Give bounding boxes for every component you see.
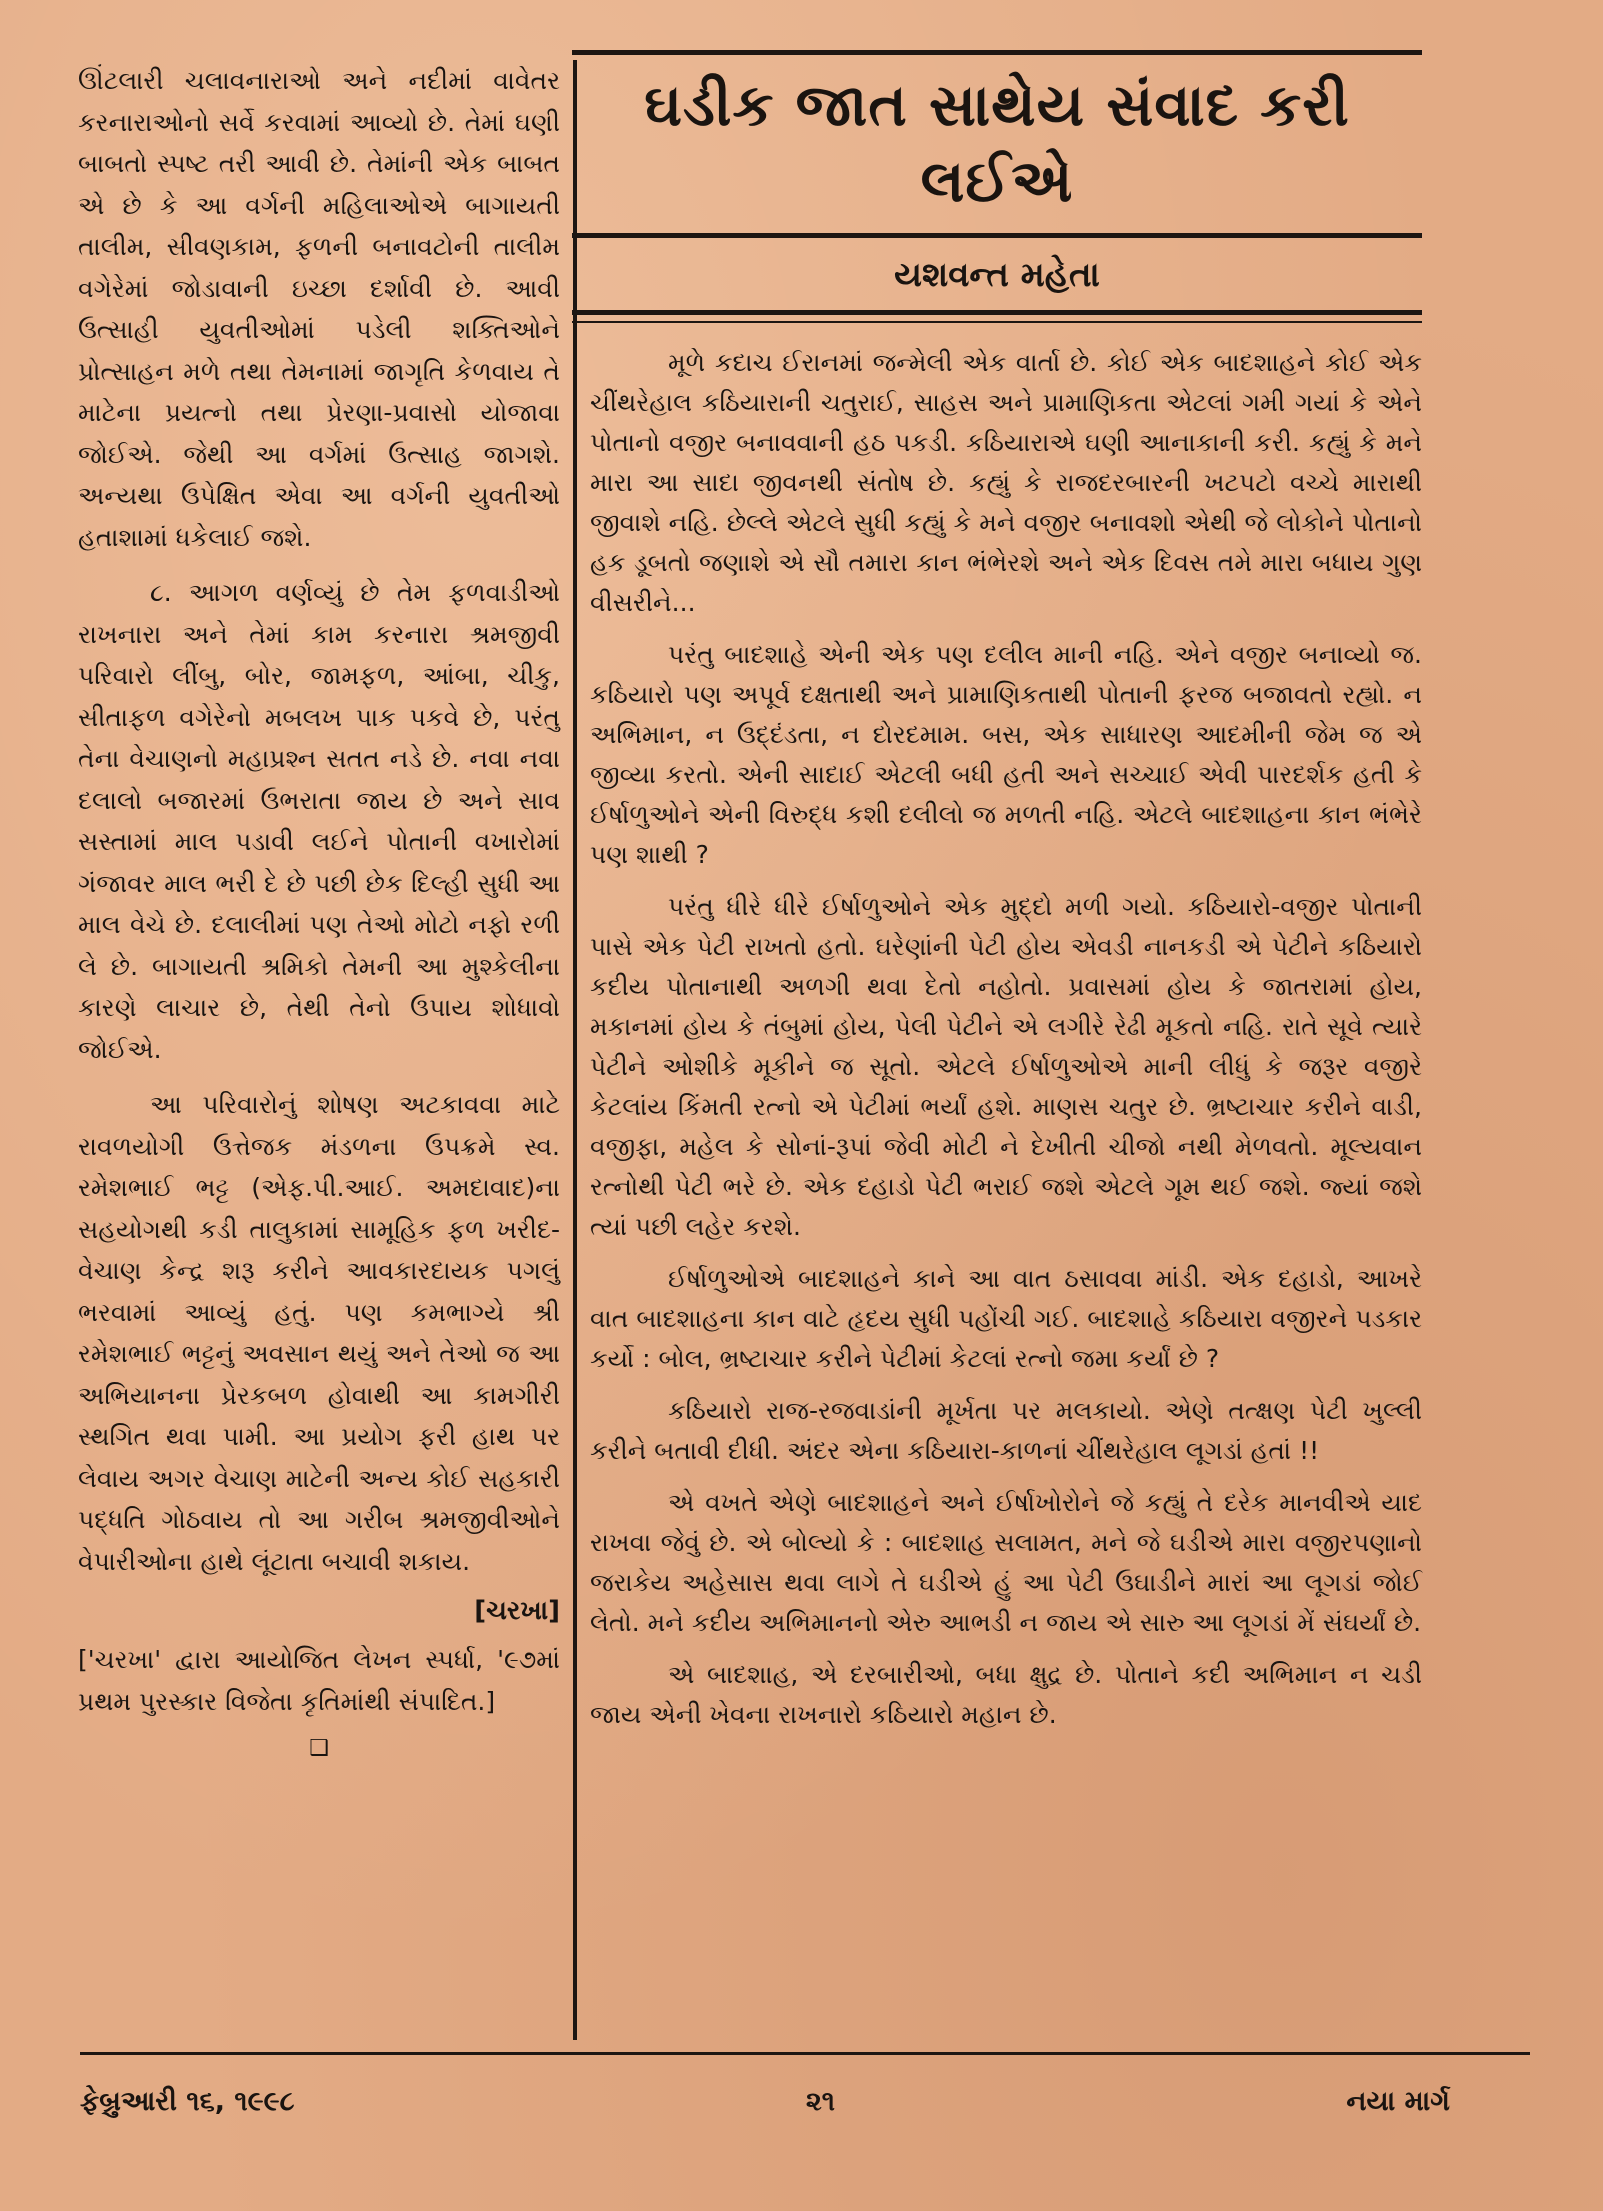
source-footnote: ['ચરખા' દ્વારા આયોજિત લેખન સ્પર્ધા, '૯૭માં પ્રથમ પુરસ્કાર વિજેતા કૃતિમાંથી સંપાદિત.] <box>78 1645 560 1716</box>
title-block <box>572 50 1422 238</box>
article-paragraph-5: કઠિયારો રાજ-રજવાડાંની મૂર્ખતા પર મલકાયો. એણે તત્ક્ષણ પેટી ખુલ્લી કરીને બતાવી દીધી. અંદર એના કઠિયારા-કાળનાં ચીંથરેહાલ લૂગડાં હતાં !! <box>590 1396 1422 1465</box>
article-paragraph-2: પરંતુ બાદશાહે એની એક પણ દલીલ માની નહિ. એને વજીર બનાવ્યો જ. કઠિયારો પણ અપૂર્વ દક્ષતાથી અને પ્રામાણિકતાથી પોતાની ફરજ બજાવતો રહ્યો. ન અભિમાન, ન ઉદ્દંડતા, ન દોરદમામ. બસ, એક સાધારણ આદમીની જેમ જ એ જીવ્યા કરતો. એની સાદાઈ એટલી બધી હતી અને સચ્ચાઈ એવી પારદર્શક હતી કે ઈર્ષાળુઓને એની વિરુદ્ધ કશી દલીલો જ મળતી નહિ. એટલે બાદશાહના કાન ભંભેરે પણ શાથી ? <box>590 640 1422 869</box>
source-signature: [ચરખા] <box>474 1596 560 1626</box>
footer-date: ફેબ્રુઆરી ૧૬, ૧૯૯૮ <box>80 2086 295 2117</box>
page-number: ૨૧ <box>805 2086 835 2117</box>
footer-rule <box>80 2052 1530 2055</box>
end-mark-icon: ❑ <box>309 1736 329 1761</box>
left-paragraph-1: ઊંટલારી ચલાવનારાઓ અને નદીમાં વાવેતર કરનારાઓનો સર્વે કરવામાં આવ્યો છે. તેમાં ઘણી બાબતો સ્પષ્ટ તરી આવી છે. તેમાંની એક બાબત એ છે કે આ વર્ગની મહિલાઓએ બાગાયતી તાલીમ, સીવણકામ, ફળની બનાવટોની તાલીમ વગેરેમાં જોડાવાની ઇચ્છા દર્શાવી છે. આવી ઉત્સાહી યુવતીઓમાં પડેલી શક્તિઓને પ્રોત્સાહન મળે તથા તેમનામાં જાગૃતિ કેળવાય તે માટેના પ્રયત્નો તથા પ્રેરણા-પ્રવાસો યોજાવા જોઈએ. જેથી આ વર્ગમાં ઉત્સાહ જાગશે. અન્યથા ઉપેક્ષિત એવા આ વર્ગની યુવતીઓ હતાશામાં ધકેલાઈ જશે. <box>78 66 560 552</box>
publication-name: નયા માર્ગ <box>1346 2086 1450 2117</box>
left-paragraph-2: ૮. આગળ વર્ણવ્યું છે તેમ ફળવાડીઓ રાખનારા અને તેમાં કામ કરનારા શ્રમજીવી પરિવારો લીંબુ, બોર, જામફળ, આંબા, ચીકુ, સીતાફળ વગેરેનો મબલખ પાક પકવે છે, પરંતુ તેના વેચાણનો મહાપ્રશ્ન સતત નડે છે. નવા નવા દલાલો બજારમાં ઉભરાતા જાય છે અને સાવ સસ્તામાં માલ પડાવી લઈને પોતાની વખારોમાં ગંજાવર માલ ભરી દે છે પછી છેક દિલ્હી સુધી આ માલ વેચે છે. દલાલીમાં પણ તેઓ મોટો નફો રળી લે છે. બાગાયતી શ્રમિકો તેમની આ મુશ્કેલીના કારણે લાચાર છે, તેથી તેનો ઉપાય શોધાવો જોઈએ. <box>78 578 560 1064</box>
left-column <box>78 60 560 1761</box>
byline-rule-thin <box>572 321 1422 323</box>
article-paragraph-1: મૂળે કદાચ ઈરાનમાં જન્મેલી એક વાર્તા છે. કોઈ એક બાદશાહને કોઈ એક ચીંથરેહાલ કઠિયારાની ચતુરાઈ, સાહસ અને પ્રામાણિકતા એટલાં ગમી ગયાં કે એને પોતાનો વજીર બનાવવાની હઠ પકડી. કઠિયારાએ ઘણી આનાકાની કરી. કહ્યું કે મને મારા આ સાદા જીવનથી સંતોષ છે. કહ્યું કે રાજદરબારની ખટપટો વચ્ચે મારાથી જીવાશે નહિ. છેલ્લે એટલે સુધી કહ્યું કે મને વજીર બનાવશો એથી જે લોકોને પોતાનો હક ડૂબતો જણાશે એ સૌ તમારા કાન ભંભેરશે અને એક દિવસ તમે મારા બધાય ગુણ વીસરીને... <box>590 348 1422 617</box>
article-column <box>572 50 1422 1747</box>
article-paragraph-4: ઈર્ષાળુઓએ બાદશાહને કાને આ વાત ઠસાવવા માંડી. એક દહાડો, આખરે વાત બાદશાહના કાન વાટે હૃદય સુધી પહોંચી ગઈ. બાદશાહે કઠિયારા વજીરને પડકાર કર્યો : બોલ, ભ્રષ્ટાચાર કરીને પેટીમાં કેટલાં રત્નો જમા કર્યાં છે ? <box>590 1264 1422 1373</box>
page-footer <box>80 2086 1450 2118</box>
article-paragraph-6: એ વખતે એણે બાદશાહને અને ઈર્ષાખોરોને જે કહ્યું તે દરેક માનવીએ યાદ રાખવા જેવું છે. એ બોલ્યો કે : બાદશાહ સલામત, મને જે ઘડીએ મારા વજીરપણાનો જરાકેય અહેસાસ થવા લાગે તે ઘડીએ હું આ પેટી ઉઘાડીને મારાં આ લૂગડાં જોઈ લેતો. મને કદીય અભિમાનનો એરુ આભડી ન જાય એ સારુ આ લૂગડાં મેં સંઘર્યાં છે. <box>590 1488 1422 1637</box>
byline-rule <box>572 310 1422 315</box>
article-paragraph-7: એ બાદશાહ, એ દરબારીઓ, બધા ક્ષુદ્ર છે. પોતાને કદી અભિમાન ન ચડી જાય એની ખેવના રાખનારો કઠિયારો મહાન છે. <box>590 1660 1422 1729</box>
article-author: યશવન્ત મહેતા <box>894 255 1100 295</box>
article-paragraph-3: પરંતુ ધીરે ધીરે ઈર્ષાળુઓને એક મુદ્દો મળી ગયો. કઠિયારો-વજીર પોતાની પાસે એક પેટી રાખતો હતો. ઘરેણાંની પેટી હોય એવડી નાનકડી એ પેટીને કઠિયારો કદીય પોતાનાથી અળગી થવા દેતો નહોતો. પ્રવાસમાં હોય કે જાતરામાં હોય, મકાનમાં હોય કે તંબુમાં હોય, પેલી પેટીને એ લગીરે રેઢી મૂકતો નહિ. રાતે સૂવે ત્યારે પેટીને ઓશીકે મૂકીને જ સૂતો. એટલે ઈર્ષાળુઓએ માની લીધું કે જરૂર વજીરે કેટલાંય કિંમતી રત્નો એ પેટીમાં ભર્યાં હશે. માણસ ચતુર છે. ભ્રષ્ટાચાર કરીને વાડી, વજીફા, મહેલ કે સોનાં-રૂપાં જેવી મોટી ને દેખીતી ચીજો નથી મેળવતો. મૂલ્યવાન રત્નોથી પેટી ભરે છે. એક દહાડો પેટી ભરાઈ જશે એટલે ગૂમ થઈ જશે. જ્યાં જશે ત્યાં પછી લહેર કરશે. <box>590 892 1422 1241</box>
article-title: ઘડીક જાત સાથેય સંવાદ કરી લઈએ <box>644 71 1350 215</box>
left-paragraph-3: આ પરિવારોનું શોષણ અટકાવવા માટે રાવળયોગી ઉત્તેજક મંડળના ઉપક્રમે સ્વ. રમેશભાઈ ભટ્ટ (એફ.પી.આઈ. અમદાવાદ)ના સહયોગથી કડી તાલુકામાં સામૂહિક ફળ ખરીદ-વેચાણ કેન્દ્ર શરૂ કરીને આવકારદાયક પગલું ભરવામાં આવ્યું હતું. પણ કમભાગ્યે શ્રી રમેશભાઈ ભટ્ટનું અવસાન થયું અને તેઓ જ આ અભિયાનના પ્રેરકબળ હોવાથી આ કામગીરી સ્થગિત થવા પામી. આ પ્રયોગ ફરી હાથ પર લેવાય અગર વેચાણ માટેની અન્ય કોઈ સહકારી પદ્ધતિ ગોઠવાય તો આ ગરીબ શ્રમજીવીઓને વેપારીઓના હાથે લૂંટાતા બચાવી શકાય. <box>78 1090 560 1576</box>
